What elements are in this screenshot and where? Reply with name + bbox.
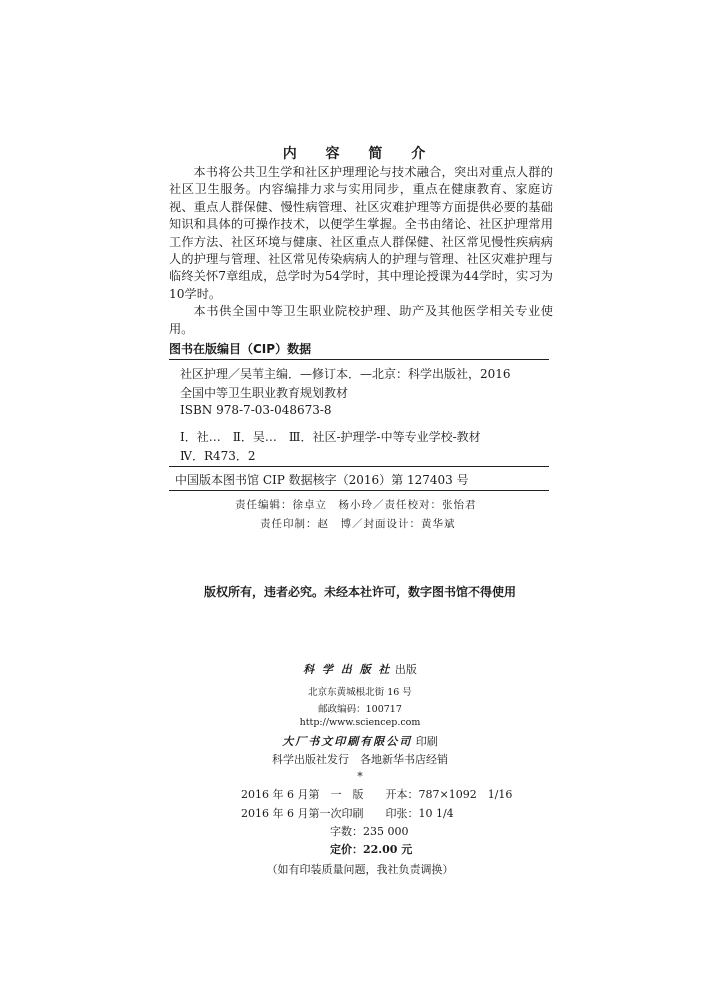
cip-series-line: 全国中等卫生职业教育规划教材 xyxy=(180,386,349,400)
publisher-address: 北京东黄城根北街 16 号 xyxy=(308,687,412,698)
distribution-info: 科学出版社发行 各地新华书店经销 xyxy=(272,753,448,766)
cip-classification-line: Ⅳ．R473．2 xyxy=(180,449,256,463)
cip-top-rule xyxy=(169,359,549,360)
cip-isbn-line: ISBN 978-7-03-048673-8 xyxy=(180,403,332,417)
printer-line xyxy=(0,733,720,749)
book-introduction xyxy=(169,164,553,338)
printer-name: 大厂书文印刷有限公司 xyxy=(282,735,413,748)
cip-subject-line: Ⅰ．社… Ⅱ．吴… Ⅲ．社区-护理学-中等专业学校-教材 xyxy=(180,430,481,444)
cip-bottom-rule xyxy=(169,490,549,491)
printer-suffix: 印刷 xyxy=(415,735,438,748)
price-label: 定价：22.00 元 xyxy=(330,843,413,856)
edition-info: 2016 年 6 月第 一 版 开本：787×1092 1/16 xyxy=(241,788,513,801)
quality-note: （如有印装质量问题，我社负责调换） xyxy=(266,863,454,876)
page-title: 内 容 简 介 xyxy=(282,146,438,162)
cip-archive-number: 中国版本图书馆 CIP 数据核字（2016）第 127403 号 xyxy=(175,473,469,487)
copyright-notice: 版权所有，违者必究。未经本社许可，数字图书馆不得使用 xyxy=(203,585,516,599)
cip-catalog-line: 社区护理／吴苇主编．—修订本．—北京：科学出版社，2016 xyxy=(180,367,511,381)
publisher-line xyxy=(0,661,720,677)
separator-asterisk: * xyxy=(357,770,363,783)
credits-production: 责任印制：赵 博／封面设计：黄华斌 xyxy=(260,518,456,530)
word-count: 字数：235 000 xyxy=(330,825,409,838)
publisher-suffix: 出版 xyxy=(394,663,417,676)
publisher-postcode: 邮政编码：100717 xyxy=(318,704,402,715)
intro-paragraph-1: 本书将公共卫生学和社区护理理论与技术融合，突出对重点人群的社区卫生服务。内容编排力求与实用同步，重点在健康教育、家庭访视、重点人群保健、慢性病管理、社区灾难护理等方面提供必要的基础知识和具体的可操作技术，以便学生掌握。全书由绪论、社区护理常用工作方法、社区环境与健康、社区重点人群保健、社区常见慢性疾病病人的护理与管理、社区常见传染病病人的护理与管理、社区灾难护理与临终关怀7章组成，总学时为54学时，其中理论授课为44学时，实习为10学时。 xyxy=(169,165,553,301)
credits-editors: 责任编辑：徐卓立 杨小玲／责任校对：张怡君 xyxy=(235,499,477,511)
printing-info: 2016 年 6 月第一次印刷 印张：10 1/4 xyxy=(241,807,454,820)
intro-paragraph-2: 本书供全国中等卫生职业院校护理、助产及其他医学相关专业使用。 xyxy=(169,304,553,336)
cip-middle-rule xyxy=(169,466,549,467)
cip-heading: 图书在版编目（CIP）数据 xyxy=(169,342,312,356)
publisher-website: http://www.sciencep.com xyxy=(299,717,421,728)
publisher-name: 科 学 出 版 社 xyxy=(303,663,392,676)
